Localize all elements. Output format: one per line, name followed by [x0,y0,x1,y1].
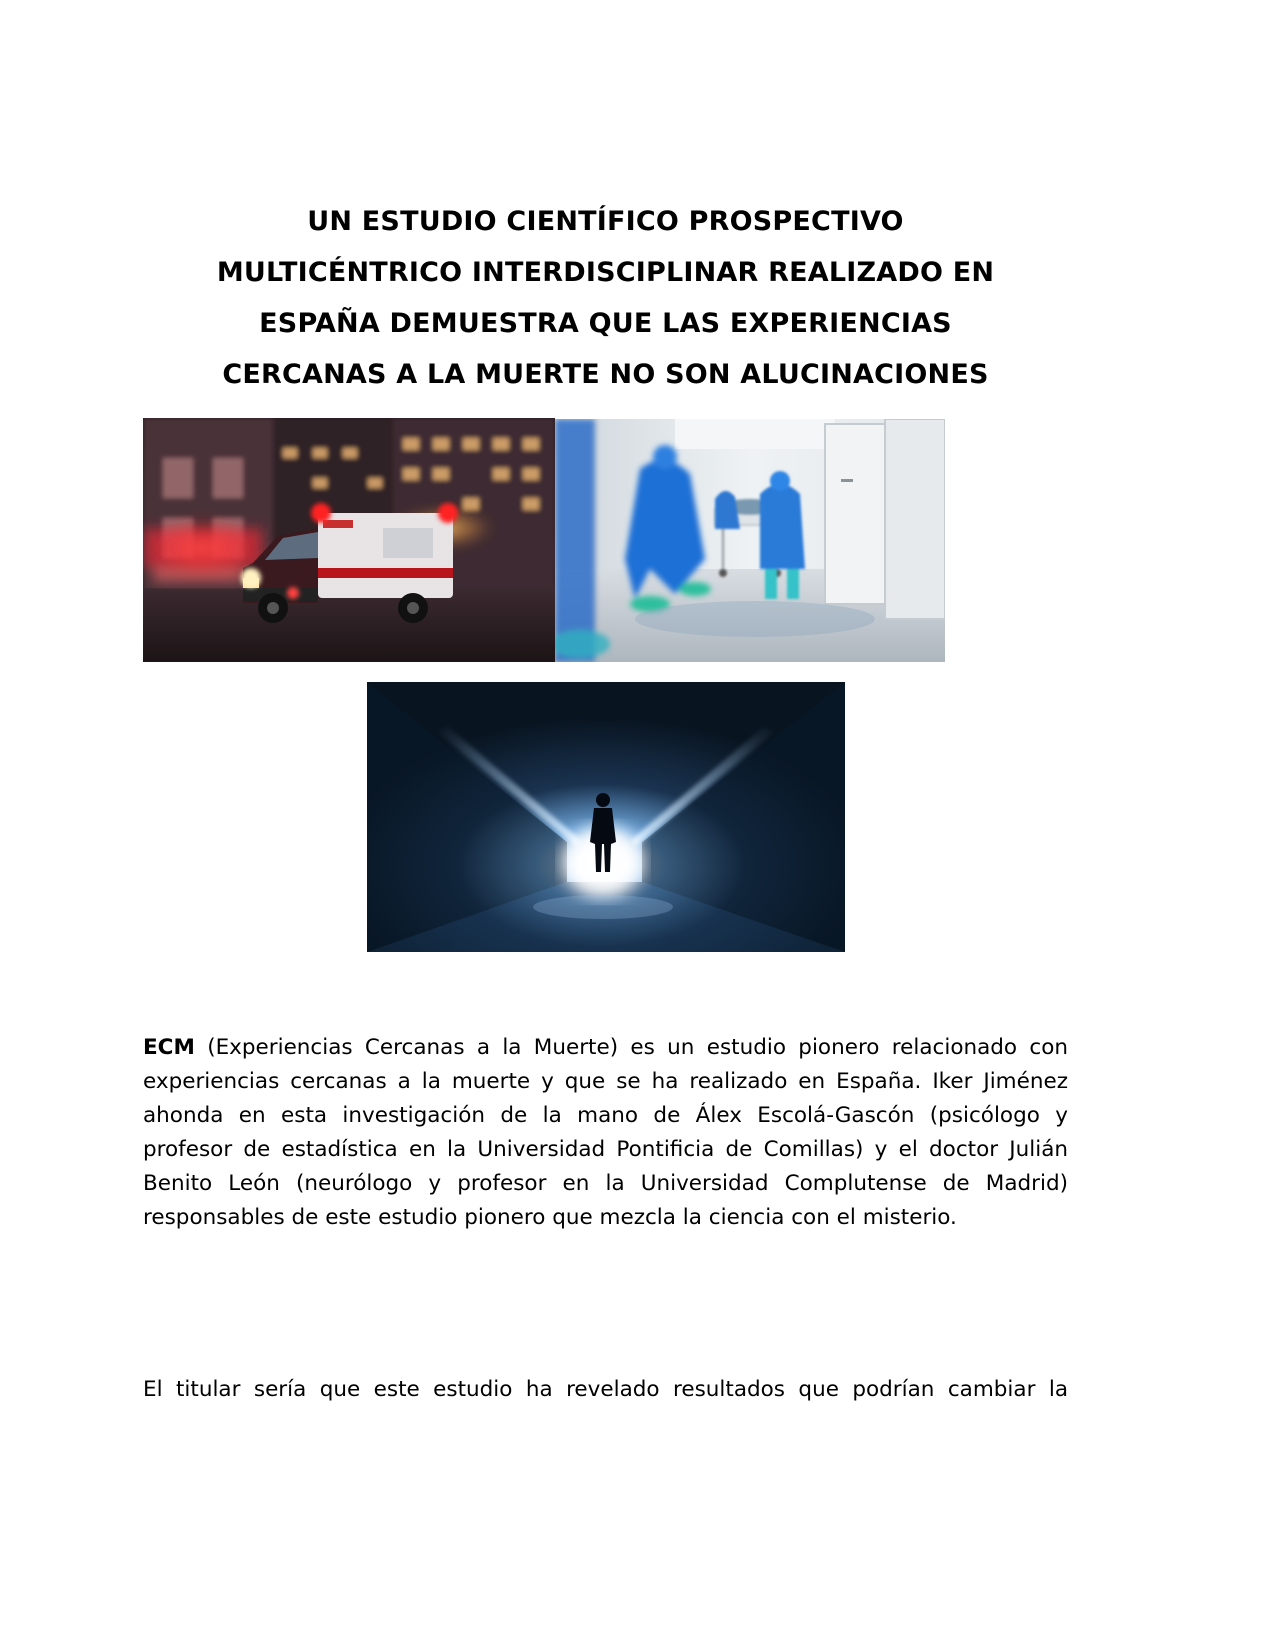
title-line: UN ESTUDIO CIENTÍFICO PROSPECTIVO [307,206,904,237]
intro-paragraph-text: (Experiencias Cercanas a la Muerte) es un estudio pionero relacionado con experiencias cercanas a la muerte y que se ha realizado en España. Iker Jiménez ahonda en esta investigación de la mano de Álex Escolá-Gascón (psicólogo y profesor de estadística en la Universidad Pontificia de Comillas) y el doctor Julián Benito León (neurólogo y profesor en la Universidad Complutense de Madrid) responsables de este estudio pionero que mezcla la ciencia con el misterio. [143,1035,1068,1230]
hospital-corridor-photo [555,419,945,662]
article-title [143,196,1068,400]
second-paragraph-text: El titular sería que este estudio ha revelado resultados que podrían cambiar la [143,1377,1068,1402]
title-line: ESPAÑA DEMUESTRA QUE LAS EXPERIENCIAS [259,308,952,339]
intro-paragraph [143,1031,1068,1235]
ecm-acronym: ECM [143,1035,195,1060]
ambulance-night-photo [143,418,555,662]
title-line: MULTICÉNTRICO INTERDISCIPLINAR REALIZADO EN [216,257,995,288]
title-line: CERCANAS A LA MUERTE NO SON ALUCINACIONES [222,359,989,390]
second-paragraph [143,1373,1068,1407]
light-tunnel-photo [367,682,845,952]
